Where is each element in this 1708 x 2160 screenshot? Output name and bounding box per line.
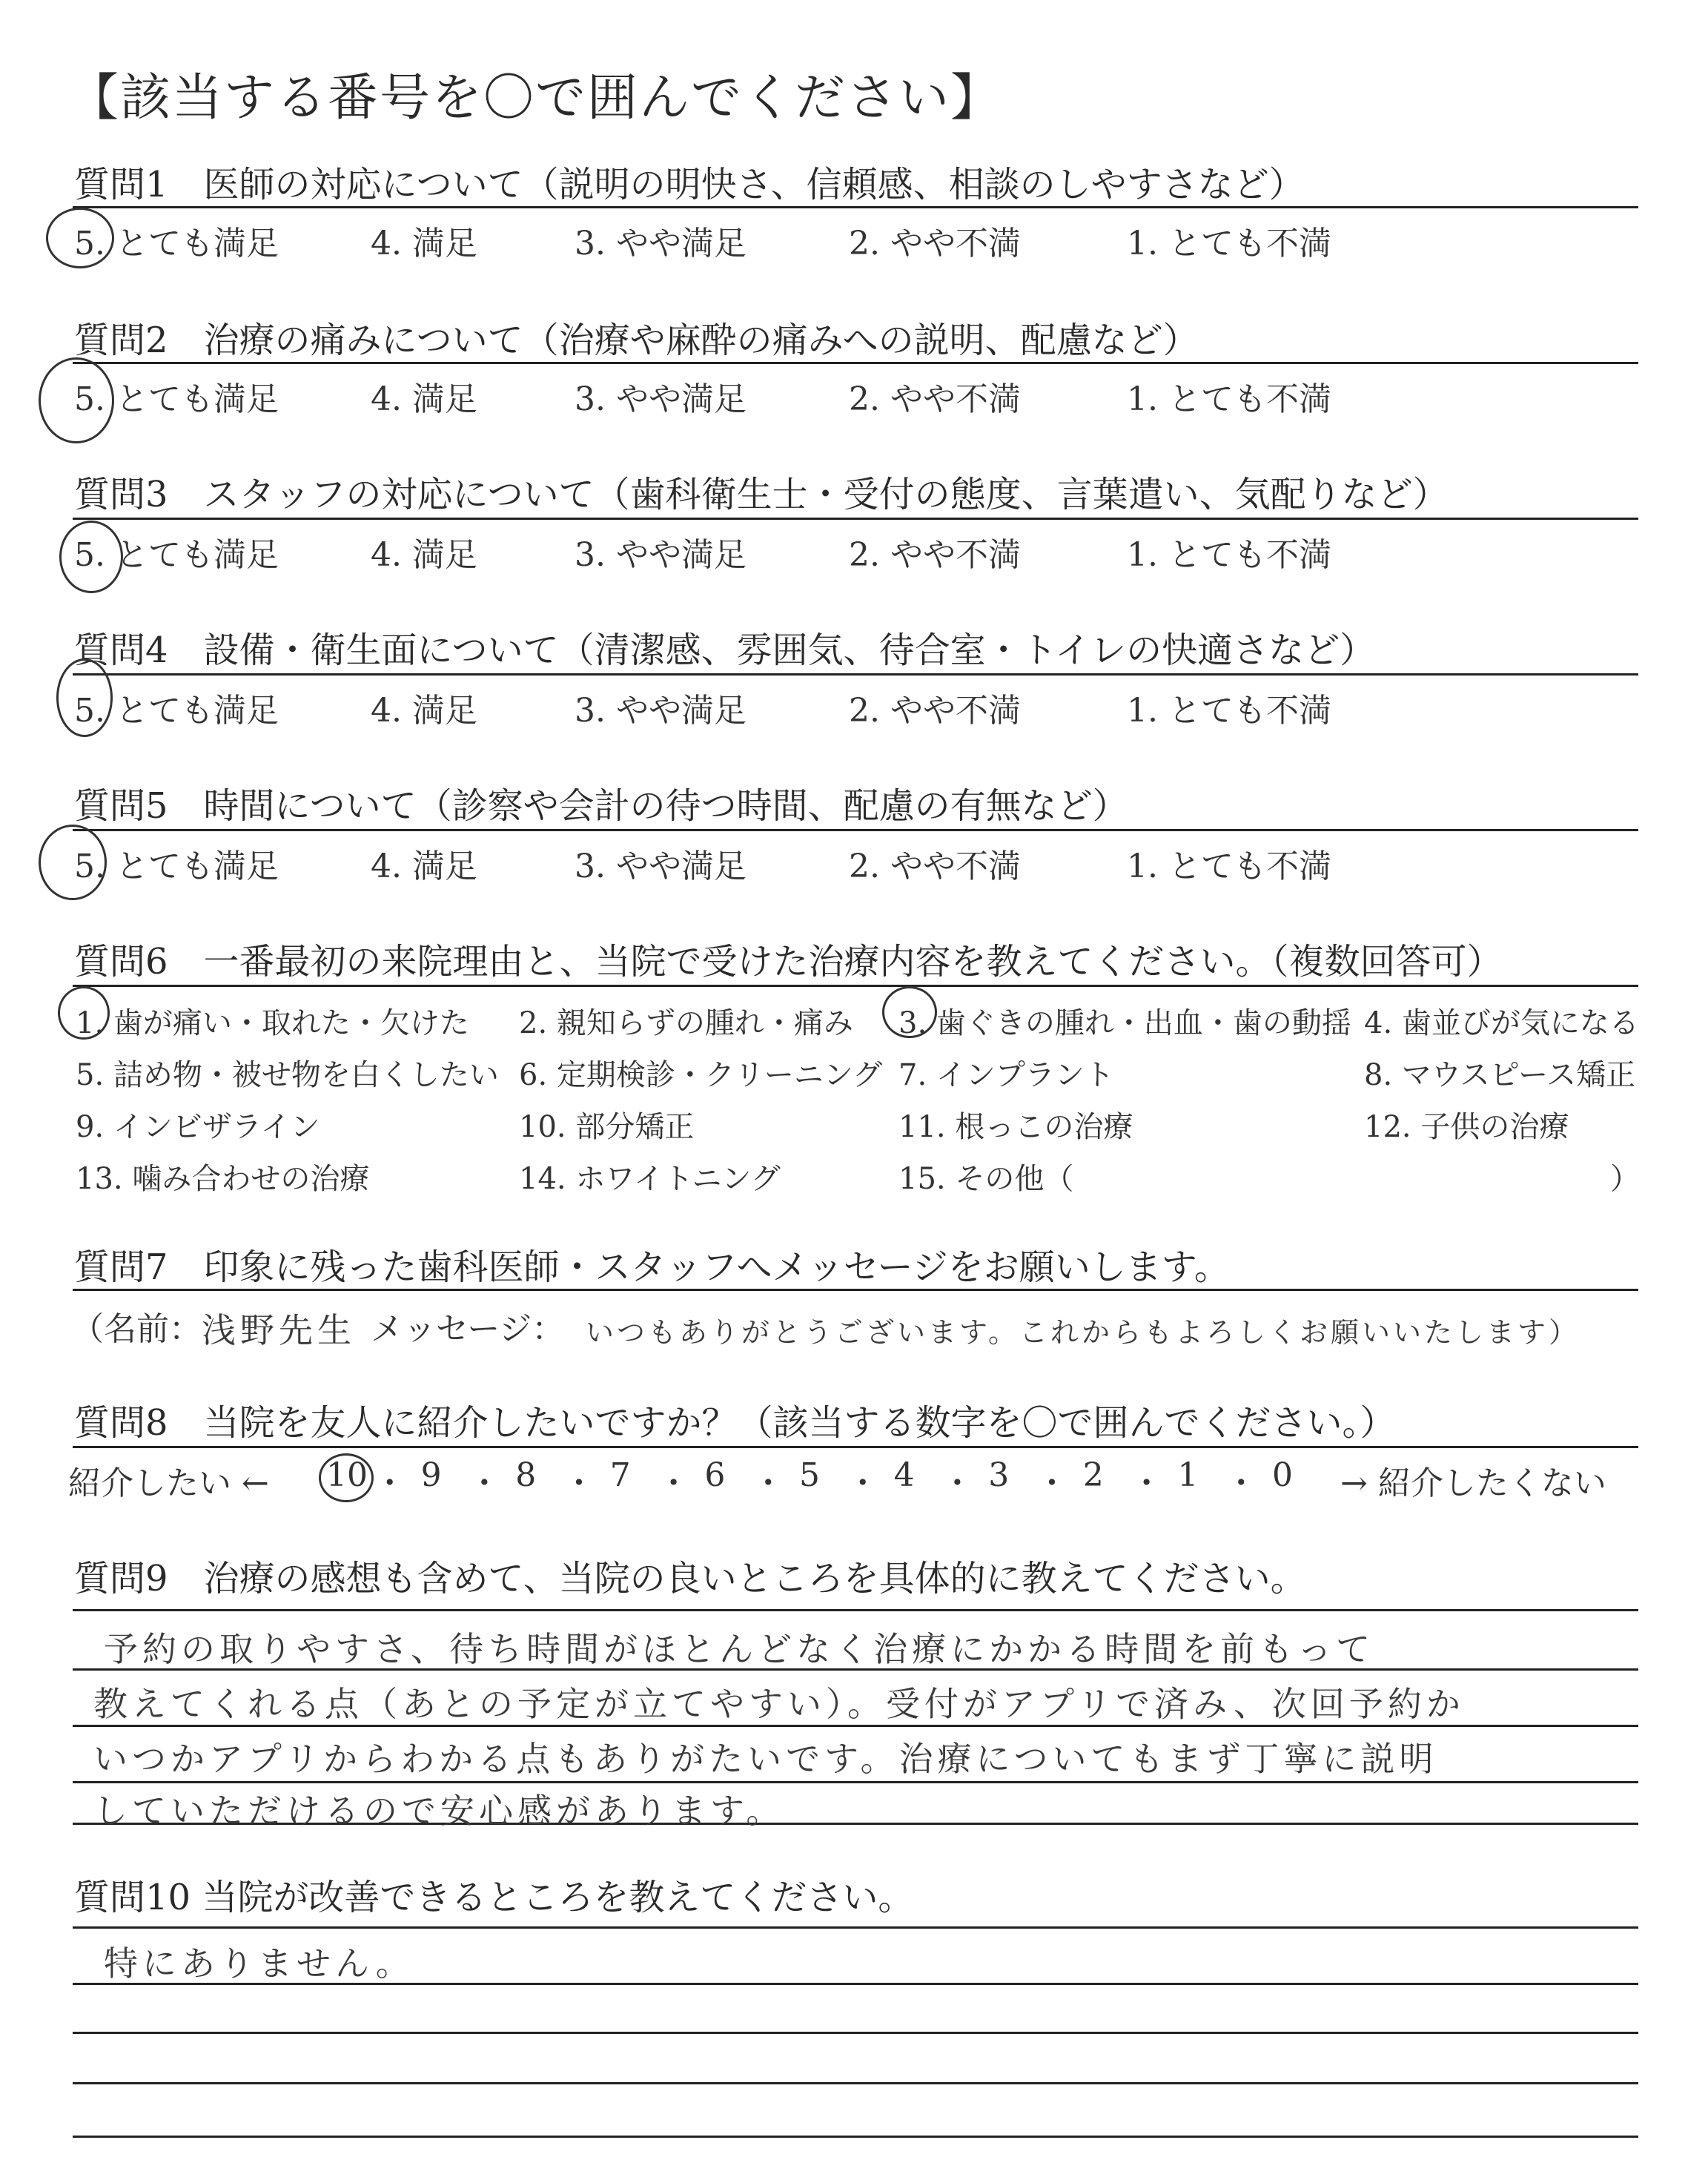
answer-line <box>73 2032 1638 2034</box>
q3-option-2[interactable]: 2. やや不満 <box>849 536 1021 574</box>
q6-option-12[interactable]: 12. 子供の治療 <box>1364 1110 1569 1144</box>
q8-scale-value[interactable]: 5 <box>799 1456 820 1494</box>
q8-scale-value[interactable]: 6 <box>704 1456 726 1494</box>
q6-option-11[interactable]: 11. 根っこの治療 <box>898 1110 1133 1144</box>
q2-option-4[interactable]: 4. 満足 <box>371 380 477 418</box>
q8-scale-separator: ・ <box>373 1464 406 1502</box>
selection-circle-mark <box>319 1453 374 1502</box>
divider-line <box>73 985 1638 987</box>
q8-scale-value[interactable]: 8 <box>515 1456 537 1494</box>
q6-option-5[interactable]: 5. 詰め物・被せ物を白くしたい <box>76 1058 499 1092</box>
divider-line <box>73 1609 1638 1611</box>
selection-circle-mark <box>58 986 110 1040</box>
q9-answer-line[interactable]: 予約の取りやすさ、待ち時間がほとんどなく治療にかかる時間を前もって <box>104 1629 1375 1669</box>
q8-scale-separator: ・ <box>1130 1464 1163 1502</box>
q8-left-label: 紹介したい ← <box>68 1464 269 1502</box>
q2-option-3[interactable]: 3. やや満足 <box>575 380 747 418</box>
q4-option-2[interactable]: 2. やや不満 <box>849 692 1021 730</box>
q5-option-1[interactable]: 1. とても不満 <box>1127 848 1331 885</box>
q3-option-5[interactable]: 5. とても満足 <box>74 536 279 574</box>
q6-option-2[interactable]: 2. 親知らずの腫れ・痛み <box>519 1006 853 1040</box>
q8-scale-separator: ・ <box>846 1464 879 1502</box>
q6-option-6[interactable]: 6. 定期検診・クリーニング <box>519 1058 883 1092</box>
q3-option-3[interactable]: 3. やや満足 <box>575 536 747 574</box>
q1-option-2[interactable]: 2. やや不満 <box>849 225 1021 262</box>
q9-answer-line[interactable]: いつかアプリからわかる点もありがたいです。治療についてもまず丁寧に説明 <box>93 1739 1438 1779</box>
answer-line <box>73 2082 1638 2084</box>
divider-line <box>73 362 1638 364</box>
answer-line <box>73 1781 1638 1783</box>
selection-circle-mark <box>59 521 123 593</box>
q5-option-2[interactable]: 2. やや不満 <box>849 848 1021 885</box>
q5-option-4[interactable]: 4. 満足 <box>371 848 477 885</box>
selection-circle-mark <box>882 986 937 1038</box>
q8-scale-separator: ・ <box>1225 1464 1258 1502</box>
q3-option-1[interactable]: 1. とても不満 <box>1127 536 1331 574</box>
q1-option-4[interactable]: 4. 満足 <box>371 225 477 262</box>
q6-option-1[interactable]: 1. 歯が痛い・取れた・欠けた <box>76 1006 469 1040</box>
q2-option-1[interactable]: 1. とても不満 <box>1127 380 1331 418</box>
q6-option-15[interactable]: 15. その他（ <box>898 1162 1074 1196</box>
question-10-title: 質問10 当院が改善できるところを教えてください。 <box>74 1877 914 1918</box>
q5-option-3[interactable]: 3. やや満足 <box>575 848 747 885</box>
q2-option-5[interactable]: 5. とても満足 <box>74 380 279 418</box>
q5-option-5[interactable]: 5. とても満足 <box>74 848 279 885</box>
divider-line <box>73 1926 1638 1929</box>
q8-scale-separator: ・ <box>468 1464 501 1502</box>
q4-option-4[interactable]: 4. 満足 <box>371 692 477 730</box>
q2-option-2[interactable]: 2. やや不満 <box>849 380 1021 418</box>
q6-option-4[interactable]: 4. 歯並びが気になる <box>1364 1006 1639 1040</box>
q8-scale-value[interactable]: 0 <box>1272 1456 1293 1494</box>
q7-name-label: （名前： <box>71 1310 202 1348</box>
q6-option-8[interactable]: 8. マウスピース矯正 <box>1364 1058 1636 1092</box>
q6-other-close-paren: ） <box>1610 1162 1640 1196</box>
question-7-title: 質問7 印象に残った歯科医師・スタッフへメッセージをお願いします。 <box>74 1246 1230 1288</box>
q4-option-5[interactable]: 5. とても満足 <box>74 692 279 730</box>
q9-answer-line[interactable]: 教えてくれる点（あとの予定が立てやすい）。受付がアプリで済み、次回予約か <box>93 1684 1465 1724</box>
q6-option-3[interactable]: 3. 歯ぐきの腫れ・出血・歯の動揺 <box>898 1006 1351 1040</box>
q6-option-10[interactable]: 10. 部分矯正 <box>519 1110 695 1144</box>
q7-message-value[interactable]: いつもありがとうございます。これからもよろしくお願いいたします） <box>586 1316 1580 1349</box>
q7-name-value[interactable]: 浅野先生 <box>202 1310 356 1350</box>
q6-option-7[interactable]: 7. インプラント <box>898 1058 1114 1092</box>
question-9-title: 質問9 治療の感想も含めて、当院の良いところを具体的に教えてください。 <box>74 1558 1306 1599</box>
question-5-title: 質問5 時間について（診察や会計の待つ時間、配慮の有無など） <box>74 785 1128 827</box>
answer-line <box>73 2136 1638 2138</box>
q8-scale-value[interactable]: 2 <box>1082 1456 1104 1494</box>
q9-answer-line[interactable]: していただけるので安心感があります。 <box>93 1791 785 1831</box>
divider-line <box>73 1289 1638 1291</box>
selection-circle-mark <box>39 825 107 900</box>
question-4-title: 質問4 設備・衛生面について（清潔感、雰囲気、待合室・トイレの快適さなど） <box>74 630 1376 671</box>
selection-circle-mark <box>56 658 113 737</box>
q10-answer-line[interactable]: 特にありません。 <box>104 1943 414 1984</box>
q4-option-3[interactable]: 3. やや満足 <box>575 692 747 730</box>
selection-circle-mark <box>39 357 114 443</box>
q8-scale-value[interactable]: 10 <box>326 1456 368 1494</box>
selection-circle-mark <box>46 208 114 268</box>
question-3-title: 質問3 スタッフの対応について（歯科衛生士・受付の態度、言葉遣い、気配りなど） <box>74 474 1449 515</box>
q6-option-14[interactable]: 14. ホワイトニング <box>519 1162 781 1196</box>
q8-scale-separator: ・ <box>752 1464 785 1502</box>
q6-option-9[interactable]: 9. インビザライン <box>76 1110 320 1144</box>
q1-option-5[interactable]: 5. とても満足 <box>74 225 279 262</box>
question-2-title: 質問2 治療の痛みについて（治療や麻酔の痛みへの説明、配慮など） <box>74 320 1199 361</box>
question-1-title: 質問1 医師の対応について（説明の明快さ、信頼感、相談のしやすさなど） <box>74 164 1305 205</box>
divider-line <box>73 518 1638 520</box>
q8-scale-value[interactable]: 3 <box>988 1456 1010 1494</box>
question-8-title: 質問8 当院を友人に紹介したいですか？（該当する数字を〇で囲んでください。） <box>74 1402 1396 1444</box>
q8-right-label: → 紹介したくない <box>1340 1464 1606 1502</box>
divider-line <box>73 829 1638 831</box>
divider-line <box>73 206 1638 208</box>
q8-scale-value[interactable]: 9 <box>420 1456 442 1494</box>
divider-line <box>73 1446 1638 1448</box>
q3-option-4[interactable]: 4. 満足 <box>371 536 477 574</box>
q1-option-3[interactable]: 3. やや満足 <box>575 225 747 262</box>
q8-scale-value[interactable]: 7 <box>609 1456 631 1494</box>
divider-line <box>73 673 1638 676</box>
page-title: 【該当する番号を〇で囲んでください】 <box>68 69 1003 128</box>
q1-option-1[interactable]: 1. とても不満 <box>1127 225 1331 262</box>
q6-option-13[interactable]: 13. 噛み合わせの治療 <box>76 1162 370 1196</box>
q8-scale-value[interactable]: 1 <box>1177 1456 1199 1494</box>
q8-scale-separator: ・ <box>657 1464 690 1502</box>
q8-scale-separator: ・ <box>1036 1464 1068 1502</box>
q8-scale-separator: ・ <box>941 1464 974 1502</box>
q4-option-1[interactable]: 1. とても不満 <box>1127 692 1331 730</box>
q8-scale-separator: ・ <box>563 1464 595 1502</box>
question-6-title: 質問6 一番最初の来院理由と、当院で受けた治療内容を教えてください。（複数回答可） <box>74 941 1503 982</box>
q7-message-label: メッセージ： <box>371 1310 565 1348</box>
q8-scale-value[interactable]: 4 <box>893 1456 915 1494</box>
